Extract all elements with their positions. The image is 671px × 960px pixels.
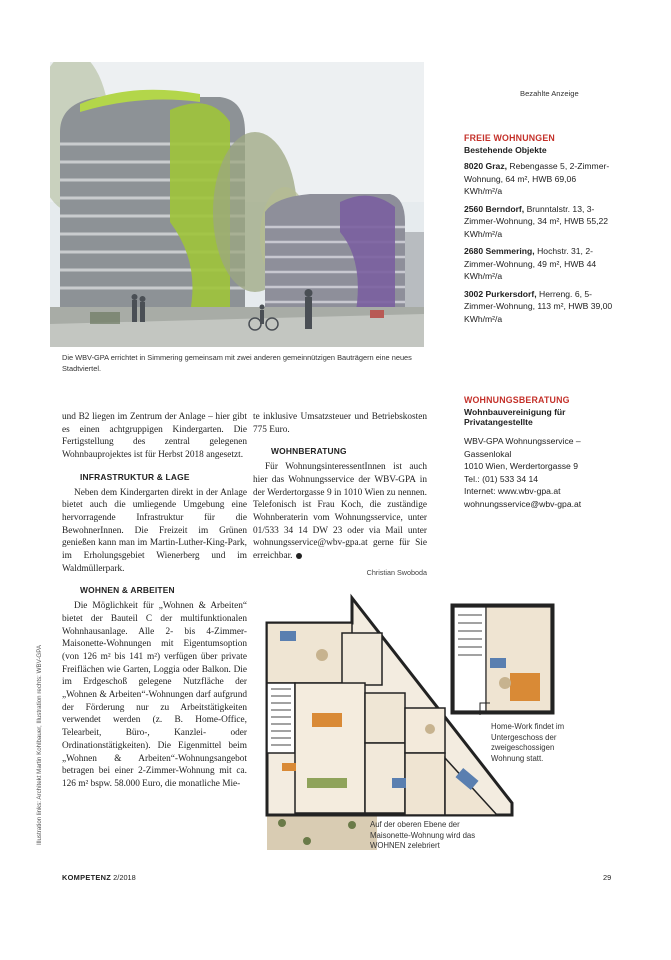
housing-advice-box <box>464 395 624 510</box>
article-paragraph: te inklusive Umsatzsteuer und Betriebskosten 775 Euro. <box>253 412 427 435</box>
listing <box>464 160 614 198</box>
free-apartments-box <box>464 133 614 325</box>
ad-label: Bezahlte Anzeige <box>520 89 579 98</box>
listing <box>464 203 614 241</box>
listing-place: 2680 Semmering, <box>464 246 535 256</box>
image-credit-text: Illustration links: Architekt Martin Kohlbauer, Illustration rechts: WBV-GPA <box>36 644 43 845</box>
section-heading-advice: WOHNBERATUNG <box>271 446 347 457</box>
floorplan-caption-upper: Auf der oberen Ebene der Maisonette-Wohnung wird das WOHNEN zelebriert <box>370 820 476 850</box>
end-mark-icon <box>296 553 302 559</box>
housing-advice-title: WOHNUNGSBERATUNG <box>464 395 570 405</box>
building-illustration-drawing <box>50 62 424 347</box>
listing <box>464 288 614 326</box>
listing-text: Rebengasse 5, 2-Zimmer-Wohnung, 64 m², HWB 69,06 KWh/m²/a <box>464 161 610 196</box>
listing-text: Hochstr. 31, 2-Zimmer-Wohnung, 49 m², HWB 44 KWh/m²/a <box>464 246 597 281</box>
article-paragraph <box>253 461 427 563</box>
listing-place: 3002 Purkersdorf, <box>464 288 537 299</box>
section-heading-infrastructure: INFRASTRUKTUR & LAGE <box>80 471 190 482</box>
floorplan-lower-level <box>450 603 555 715</box>
page-number: 29 <box>603 873 612 882</box>
contact-address: 1010 Wien, Werdertorgasse 9 <box>464 461 579 471</box>
image-caption: Die WBV-GPA errichtet in Simmering gemeinsam mit zwei anderen gemeinnützigen Bauträgern eine neues Stadtviertel. <box>62 353 412 373</box>
floorplan-caption-lower: Home-Work findet im Untergeschoss der zweigeschossigen Wohnung statt. <box>491 722 565 763</box>
listing-text: Herreng. 6, 5-Zimmer-Wohnung, 113 m², HWB 39,00 KWh/m²/a <box>464 288 613 324</box>
issue-number: 2/2018 <box>113 873 136 882</box>
listing-place: 8020 Graz, <box>464 161 507 171</box>
article-column-2 <box>253 411 427 579</box>
building-illustration <box>50 62 424 347</box>
image-credit <box>36 625 46 845</box>
article-column-1 <box>62 411 247 791</box>
contact-block <box>464 435 624 510</box>
floorplan-lower-level-drawing <box>450 603 555 715</box>
magazine-name: KOMPETENZ <box>62 873 112 882</box>
article-paragraph: und B2 liegen im Zentrum der Anlage – hier gibt es einen achtgruppigen Kindergarten. Die Fertigstellung des zentral gelegenen Wohnbauprojektes ist für Herbst 2018 angesetzt. <box>62 412 247 461</box>
contact-line: WBV-GPA Wohnungsservice – <box>464 436 581 446</box>
article-paragraph: Neben dem Kindergarten direkt in der Anlage bietet auch die umliegende Umgebung eine hervorragende Infrastruktur für die BewohnerInnen. Die Freizeit im Grünen genießen kann man im Martin-Luther-King-Park, im Erholungsgebiet Wienerberg und im Waldmüllerpark. <box>62 487 247 574</box>
free-apartments-title: FREIE WOHNUNGEN <box>464 133 555 143</box>
contact-line: Gassenlokal <box>464 448 512 459</box>
listing <box>464 245 614 283</box>
housing-advice-subtitle: Wohnbauvereinigung für Privatangestellte <box>464 407 566 427</box>
listing-place: 2560 Berndorf, <box>464 203 525 214</box>
contact-email: wohnungsservice@wbv-gpa.at <box>464 498 582 509</box>
article-paragraph-text: Für WohnungsinteressentInnen ist auch hier das Wohnungsservice der WBV-GPA in der Werdertorgasse 9 in 1010 Wien zu nennen. Telefonisch ist Frau Koch, die zuständige Wohnberaterin vom Wohnungsservice, unter 01/533 34 14 DW 23 oder via Mail unter wohnungsservice@wbv-gpa.at gerne für Sie erreichbar. <box>253 462 427 562</box>
article-paragraph: Die Möglichkeit für „Wohnen & Arbeiten“ bietet der Bauteil C der multifunktionalen Wohnhausanlage. Alle 2- bis 4-Zimmer-Maisonette-Wohnungen mit Eigentumsoption (von 126 m² bis 141 m²) verfügen über private Freiflächen wie Garten, Loggia oder Balkon. Die im Erdgeschoß gelegene Nutzfläche der „Wohnen & Arbeiten“-Wohnungen darf aufgrund der Förderung nur zu Arbeitstätigkeiten verwendet werden (z. B. Home-Office, Telearbeit, Büro-, Kanzlei- oder Ordinationstätigkeiten). Die Eigenmittel beim „Wohnen & Arbeiten“-Wohnungsangebot betragen bei einer 2-Zimmer-Wohnung mit ca. 126 m² bspw. 58.000 Euro, die monatliche Mie- <box>62 601 247 789</box>
listing-text: Brunntalstr. 13, 3-Zimmer-Wohnung, 34 m², HWB 55,22 KWh/m²/a <box>464 203 609 239</box>
section-heading-living-working: WOHNEN & ARBEITEN <box>80 585 175 596</box>
footer-magazine <box>62 873 136 882</box>
contact-phone: Tel.: (01) 533 34 14 <box>464 473 539 484</box>
contact-website: Internet: www.wbv-gpa.at <box>464 486 561 496</box>
author-name: Christian Swoboda <box>366 567 427 577</box>
free-apartments-subtitle: Bestehende Objekte <box>464 145 547 155</box>
